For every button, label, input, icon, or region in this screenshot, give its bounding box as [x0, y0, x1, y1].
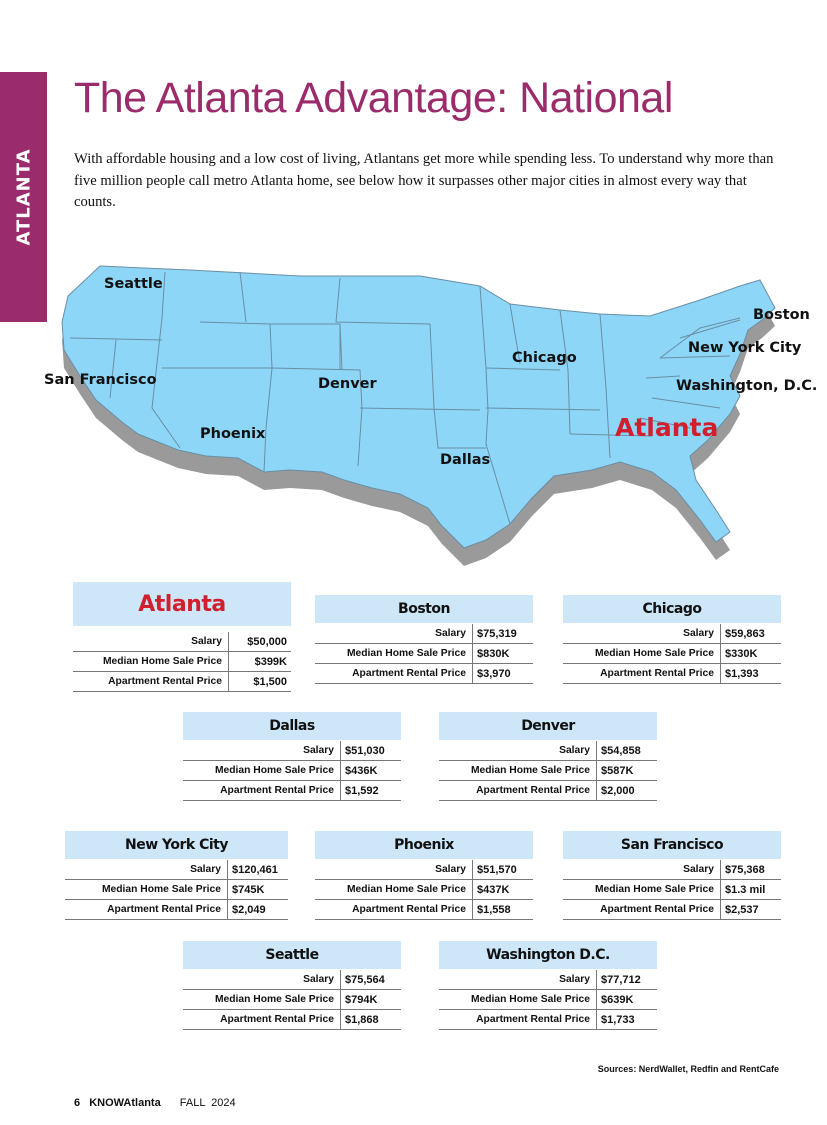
- rent-row: [563, 900, 781, 920]
- home-price-row: [183, 761, 401, 781]
- row-label: Median Home Sale Price: [563, 880, 721, 899]
- row-label: Salary: [183, 970, 341, 989]
- row-value: $1,733: [601, 1013, 635, 1026]
- page-number: 6: [74, 1097, 81, 1109]
- card-title: Chicago: [563, 595, 781, 623]
- row-value: $120,461: [232, 863, 278, 876]
- card-title: San Francisco: [563, 831, 781, 859]
- home-price-row: [439, 761, 657, 781]
- salary-row: [563, 860, 781, 880]
- row-value: $1.3 mil: [725, 883, 766, 896]
- row-value: $3,970: [477, 667, 511, 680]
- row-value: $59,863: [725, 627, 765, 640]
- row-label: Salary: [73, 632, 229, 651]
- home-price-row: [315, 644, 533, 664]
- city-card-seattle: [183, 941, 401, 1030]
- row-label: Salary: [439, 741, 597, 760]
- rent-row: [439, 781, 657, 801]
- rent-row: [73, 672, 291, 692]
- row-label: Apartment Rental Price: [315, 664, 473, 683]
- home-price-row: [563, 644, 781, 664]
- row-value: $1,558: [477, 903, 511, 916]
- row-label: Median Home Sale Price: [183, 990, 341, 1009]
- map-label-phoenix: Phoenix: [200, 426, 266, 442]
- rent-row: [315, 664, 533, 684]
- row-label: Salary: [315, 624, 473, 643]
- issue-label: FALL 2024: [179, 1097, 236, 1109]
- row-value: $54,858: [601, 744, 641, 757]
- row-label: Apartment Rental Price: [73, 672, 229, 691]
- row-value: $51,030: [345, 744, 385, 757]
- rent-row: [315, 900, 533, 920]
- row-value: $77,712: [601, 973, 641, 986]
- city-card-new-york-city: [65, 831, 288, 920]
- city-card-dallas: [183, 712, 401, 801]
- row-label: Salary: [563, 624, 721, 643]
- rent-row: [65, 900, 288, 920]
- row-value: $75,368: [725, 863, 765, 876]
- salary-row: [183, 741, 401, 761]
- home-price-row: [183, 990, 401, 1010]
- city-card-san-francisco: [563, 831, 781, 920]
- row-label: Median Home Sale Price: [183, 761, 341, 780]
- card-title: New York City: [65, 831, 288, 859]
- row-label: Salary: [563, 860, 721, 879]
- card-title: Boston: [315, 595, 533, 623]
- row-label: Apartment Rental Price: [183, 1010, 341, 1029]
- rent-row: [183, 781, 401, 801]
- map-label-washington-dc: Washington, D.C.: [676, 378, 818, 394]
- home-price-row: [315, 880, 533, 900]
- row-value: $1,592: [345, 784, 379, 797]
- row-label: Median Home Sale Price: [315, 644, 473, 663]
- city-card-phoenix: [315, 831, 533, 920]
- row-value: $437K: [477, 883, 510, 896]
- card-title: Denver: [439, 712, 657, 740]
- row-value: $75,319: [477, 627, 517, 640]
- rent-row: [563, 664, 781, 684]
- row-label: Median Home Sale Price: [563, 644, 721, 663]
- us-map: [40, 258, 818, 558]
- salary-row: [73, 632, 291, 652]
- row-label: Apartment Rental Price: [563, 900, 721, 919]
- row-label: Apartment Rental Price: [439, 1010, 597, 1029]
- salary-row: [315, 624, 533, 644]
- salary-row: [315, 860, 533, 880]
- row-value: $1,868: [345, 1013, 379, 1026]
- map-label-san-francisco: San Francisco: [44, 372, 157, 388]
- intro-paragraph: With affordable housing and a low cost of living, Atlantans get more while spending less. To understand why more than five million people call metro Atlanta home, see below how it surpasses other major cities in almost every way that counts.: [74, 151, 774, 210]
- salary-row: [439, 970, 657, 990]
- row-label: Salary: [183, 741, 341, 760]
- row-label: Salary: [315, 860, 473, 879]
- row-value: $2,000: [601, 784, 635, 797]
- home-price-row: [439, 990, 657, 1010]
- city-card-chicago: [563, 595, 781, 684]
- card-title: Washington D.C.: [439, 941, 657, 969]
- row-label: Apartment Rental Price: [183, 781, 341, 800]
- row-value: $1,393: [725, 667, 759, 680]
- map-label-chicago: Chicago: [512, 350, 577, 366]
- row-label: Median Home Sale Price: [73, 652, 229, 671]
- row-value: $399K: [254, 655, 287, 668]
- row-label: Salary: [65, 860, 228, 879]
- salary-row: [65, 860, 288, 880]
- row-label: Salary: [439, 970, 597, 989]
- row-value: $436K: [345, 764, 378, 777]
- row-value: $639K: [601, 993, 634, 1006]
- row-label: Apartment Rental Price: [65, 900, 228, 919]
- map-label-dallas: Dallas: [440, 452, 491, 468]
- row-label: Median Home Sale Price: [65, 880, 228, 899]
- card-title: Phoenix: [315, 831, 533, 859]
- home-price-row: [563, 880, 781, 900]
- map-label-atlanta: Atlanta: [615, 413, 719, 442]
- rent-row: [439, 1010, 657, 1030]
- magazine-name: KNOWAtlanta: [89, 1097, 161, 1109]
- row-value: $2,049: [232, 903, 266, 916]
- row-label: Median Home Sale Price: [439, 990, 597, 1009]
- row-value: $330K: [725, 647, 758, 660]
- city-card-washington-dc: [439, 941, 657, 1030]
- side-tab-label: ATLANTA: [13, 148, 34, 246]
- sources-note: Sources: NerdWallet, Redfin and RentCafe: [597, 1064, 779, 1074]
- card-title: Atlanta: [73, 582, 291, 626]
- row-value: $745K: [232, 883, 265, 896]
- city-card-atlanta: [73, 582, 291, 692]
- row-label: Median Home Sale Price: [315, 880, 473, 899]
- row-label: Apartment Rental Price: [563, 664, 721, 683]
- salary-row: [439, 741, 657, 761]
- row-value: $50,000: [247, 635, 287, 648]
- salary-row: [183, 970, 401, 990]
- home-price-row: [73, 652, 291, 672]
- map-label-new-york-city: New York City: [688, 340, 802, 356]
- row-value: $75,564: [345, 973, 385, 986]
- map-label-boston: Boston: [753, 307, 810, 323]
- salary-row: [563, 624, 781, 644]
- row-label: Median Home Sale Price: [439, 761, 597, 780]
- rent-row: [183, 1010, 401, 1030]
- row-value: $830K: [477, 647, 510, 660]
- row-value: $1,500: [253, 675, 287, 688]
- city-card-boston: [315, 595, 533, 684]
- home-price-row: [65, 880, 288, 900]
- map-label-seattle: Seattle: [104, 276, 163, 292]
- map-label-denver: Denver: [318, 376, 377, 392]
- row-value: $587K: [601, 764, 634, 777]
- row-value: $2,537: [725, 903, 759, 916]
- page-title: The Atlanta Advantage: National: [74, 74, 673, 122]
- city-card-denver: [439, 712, 657, 801]
- row-value: $51,570: [477, 863, 517, 876]
- page-footer: [74, 1097, 236, 1109]
- row-label: Apartment Rental Price: [439, 781, 597, 800]
- row-label: Apartment Rental Price: [315, 900, 473, 919]
- card-title: Dallas: [183, 712, 401, 740]
- row-value: $794K: [345, 993, 378, 1006]
- card-title: Seattle: [183, 941, 401, 969]
